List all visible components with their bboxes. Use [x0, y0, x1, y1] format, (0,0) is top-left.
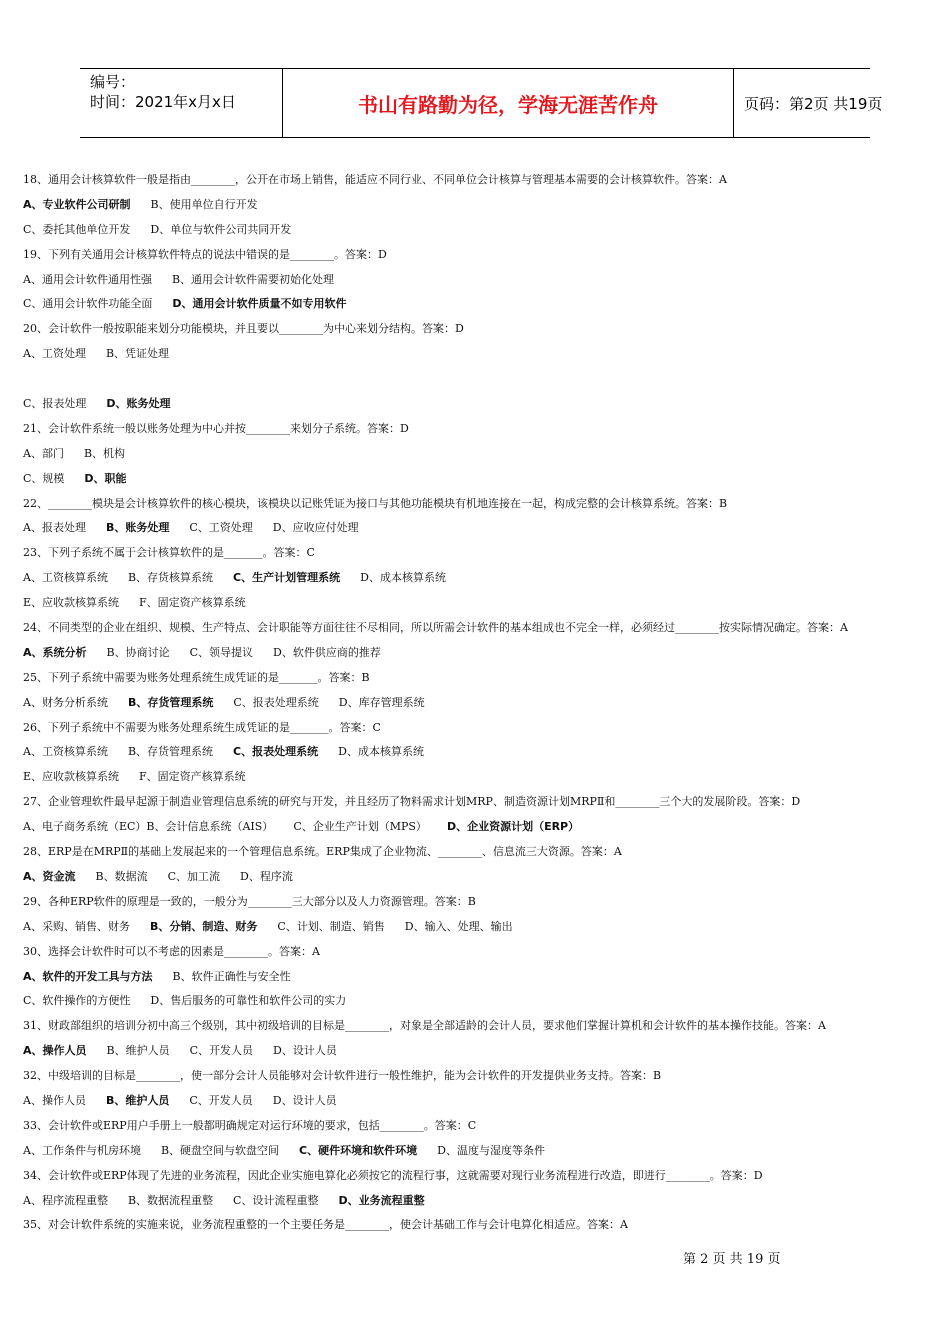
text-line: [23, 967, 923, 992]
text-line: [23, 518, 923, 543]
text-line: [23, 245, 923, 270]
text-segment: D、成本核算系统: [338, 745, 424, 759]
text-line: [23, 1116, 923, 1141]
answer-option-correct: A、系统分析: [23, 645, 87, 659]
text-segment: E、应收款核算系统: [23, 770, 120, 784]
text-segment: C、软件操作的方便性: [23, 994, 131, 1008]
text-segment: A、财务分析系统: [23, 695, 108, 709]
text-segment: 25、下列子系统中需要为账务处理系统生成凭证的是_______。答案：B: [23, 670, 370, 684]
text-segment: A、工资处理: [23, 347, 86, 361]
text-segment: A、程序流程重整: [23, 1193, 108, 1207]
text-line: [23, 170, 923, 195]
text-segment: A、报表处理: [23, 521, 86, 535]
text-line: [23, 767, 923, 792]
text-segment: A、工资核算系统: [23, 571, 108, 585]
text-segment: C、报表处理系统: [233, 695, 319, 709]
text-line: [23, 220, 923, 245]
text-line: [23, 294, 923, 319]
text-segment: 35、对会计软件系统的实施来说，业务流程重整的一个主要任务是________，使会计基础工作与会计电算化相适应。答案：A: [23, 1218, 628, 1232]
page-footer: 第 2 页 共 19 页: [683, 1252, 781, 1267]
header-left-cell: [80, 69, 282, 137]
text-line: [23, 543, 923, 568]
text-segment: B、软件正确性与安全性: [172, 969, 291, 983]
text-line: [23, 718, 923, 743]
text-line: [23, 892, 923, 917]
text-line: [23, 792, 923, 817]
text-line: [23, 1215, 923, 1240]
answer-option-correct: A、专业软件公司研制: [23, 197, 131, 211]
question-list: [23, 170, 923, 1240]
text-segment: C、加工流: [167, 869, 221, 883]
answer-option-correct: A、软件的开发工具与方法: [23, 969, 153, 983]
text-segment: B、凭证处理: [105, 347, 170, 361]
text-line: [23, 618, 923, 643]
text-line: [23, 568, 923, 593]
text-line: [23, 693, 923, 718]
text-segment: 24、不同类型的企业在组织、规模、生产特点、会计职能等方面往往不尽相同，所以所需会计软件的基本组成也不完全一样，必须经过________按实际情况确定。答案：A: [23, 621, 848, 635]
header-motto-cell: [282, 69, 734, 137]
text-segment: D、温度与湿度等条件: [437, 1143, 545, 1157]
text-segment: D、设计人员: [273, 1044, 337, 1058]
text-line: [23, 593, 923, 618]
text-segment: 28、ERP是在MRPⅡ的基础上发展起来的一个管理信息系统。ERP集成了企业物流、________、信息流三大资源。答案：A: [23, 845, 622, 859]
answer-option-correct: D、通用会计软件质量不如专用软件: [172, 297, 347, 311]
text-segment: 20、会计软件一般按职能来划分功能模块，并且要以________为中心来划分结构。答案：D: [23, 322, 464, 336]
text-segment: C、领导提议: [189, 645, 254, 659]
text-segment: 33、会计软件或ERP用户手册上一般都明确规定对运行环境的要求，包括________。答案：C: [23, 1118, 477, 1132]
text-segment: 27、企业管理软件最早起源于制造业管理信息系统的研究与开发，并且经历了物料需求计划MRP、制造资源计划MRPⅡ和________三个大的发展阶段。答案：D: [23, 795, 801, 809]
text-segment: A、部门: [23, 446, 64, 460]
answer-option-correct: D、企业资源计划（ERP）: [446, 820, 580, 834]
text-line: [23, 344, 923, 369]
text-line: [23, 1016, 923, 1041]
answer-option-correct: B、账务处理: [105, 521, 170, 535]
answer-option-correct: C、报表处理系统: [233, 745, 319, 759]
text-segment: D、售后服务的可靠性和软件公司的实力: [150, 994, 347, 1008]
text-segment: D、输入、处理、输出: [404, 919, 513, 933]
text-line: [23, 991, 923, 1016]
text-line: [23, 444, 923, 469]
text-segment: 29、各种ERP软件的原理是一致的，一般分为________三大部分以及人力资源管理。答案：B: [23, 894, 476, 908]
text-segment: A、工资核算系统: [23, 745, 108, 759]
text-line: [23, 319, 923, 344]
text-line: [23, 643, 923, 668]
text-line: [23, 668, 923, 693]
text-segment: 26、下列子系统中不需要为账务处理系统生成凭证的是_______。答案：C: [23, 720, 381, 734]
text-segment: A、采购、销售、财务: [23, 919, 130, 933]
text-line: [23, 1191, 923, 1216]
text-segment: F、固定资产核算系统: [139, 596, 246, 610]
text-segment: D、设计人员: [272, 1093, 337, 1107]
document-number-label: 编号：: [90, 73, 136, 91]
text-segment: 19、下列有关通用会计核算软件特点的说法中错误的是________。答案：D: [23, 247, 387, 261]
text-segment: C、开发人员: [189, 1044, 254, 1058]
text-segment: B、通用会计软件需要初始化处理: [171, 272, 335, 286]
text-segment: 31、财政部组织的培训分初中高三个级别，其中初级培训的目标是________，对象是全部适龄的会计人员，要求他们掌握计算机和会计软件的基本操作技能。答案：A: [23, 1019, 826, 1033]
answer-option-correct: D、业务流程重整: [338, 1193, 425, 1207]
text-line: [23, 270, 923, 295]
text-line: [23, 494, 923, 519]
text-line: [23, 942, 923, 967]
answer-option-correct: D、职能: [84, 471, 127, 485]
header-page-cell: [734, 69, 883, 137]
text-segment: A、工作条件与机房环境: [23, 1143, 141, 1157]
text-segment: C、通用会计软件功能全面: [23, 297, 153, 311]
text-segment: B、维护人员: [106, 1044, 170, 1058]
text-line: [23, 394, 923, 419]
text-line: [23, 1091, 923, 1116]
text-segment: A、通用会计软件通用性强: [23, 272, 152, 286]
text-line: [23, 195, 923, 220]
text-segment: 18、通用会计核算软件一般是指由________，公开在市场上销售，能适应不同行业、不同单位会计核算与管理基本需要的会计核算软件。答案：A: [23, 173, 727, 186]
text-segment: F、固定资产核算系统: [139, 770, 246, 784]
text-segment: B、协商讨论: [106, 645, 170, 659]
text-segment: A、电子商务系统（EC）B、会计信息系统（AIS）: [23, 820, 274, 834]
text-segment: C、企业生产计划（MPS）: [293, 820, 427, 834]
text-line: [23, 742, 923, 767]
text-segment: C、规模: [23, 471, 65, 485]
text-line: [23, 867, 923, 892]
document-date-label: 时间：2021年x月x日: [90, 93, 236, 111]
text-segment: 23、下列子系统不属于会计核算软件的是_______。答案：C: [23, 546, 315, 560]
text-line: [23, 1141, 923, 1166]
text-segment: C、设计流程重整: [233, 1193, 319, 1207]
text-segment: A、操作人员: [23, 1093, 86, 1107]
text-segment: C、开发人员: [189, 1093, 253, 1107]
answer-option-correct: B、分销、制造、财务: [149, 919, 258, 933]
header-motto: 书山有路勤为径，学海无涯苦作舟: [358, 93, 658, 117]
text-segment: C、工资处理: [189, 521, 253, 535]
answer-option-correct: D、账务处理: [106, 397, 171, 411]
text-segment: C、委托其他单位开发: [23, 222, 131, 236]
text-line: [23, 1041, 923, 1066]
text-line: [23, 1166, 923, 1191]
text-segment: D、库存管理系统: [338, 695, 425, 709]
answer-option-correct: C、生产计划管理系统: [233, 571, 341, 585]
text-segment: C、计划、制造、销售: [277, 919, 385, 933]
text-segment: B、数据流程重整: [127, 1193, 214, 1207]
text-line: [23, 842, 923, 867]
text-segment: 22、________模块是会计核算软件的核心模块，该模块以记账凭证为接口与其他功能模块有机地连接在一起，构成完整的会计核算系统。答案：B: [23, 496, 728, 510]
text-segment: C、报表处理: [23, 397, 87, 411]
text-segment: D、成本核算系统: [360, 571, 446, 585]
text-segment: D、单位与软件公司共同开发: [150, 222, 292, 236]
answer-option-correct: A、资金流: [23, 869, 76, 883]
text-segment: D、程序流: [240, 869, 293, 883]
answer-option-correct: B、维护人员: [105, 1093, 170, 1107]
text-line: [23, 917, 923, 942]
text-segment: B、存货核算系统: [127, 571, 214, 585]
text-segment: 21、会计软件系统一般以账务处理为中心并按________来划分子系统。答案：D: [23, 421, 409, 435]
answer-option-correct: C、硬件环境和软件环境: [299, 1143, 418, 1157]
text-segment: B、数据流: [95, 869, 148, 883]
text-line: [23, 419, 923, 444]
text-line: [23, 369, 923, 394]
text-segment: B、存货管理系统: [127, 745, 214, 759]
text-segment: D、软件供应商的推荐: [273, 645, 381, 659]
text-segment: B、机构: [83, 446, 126, 460]
text-segment: E、应收款核算系统: [23, 596, 120, 610]
answer-option-correct: A、操作人员: [23, 1044, 87, 1058]
header-page-info: 页码：第2页 共19页: [744, 95, 883, 113]
text-line: [23, 469, 923, 494]
text-segment: B、硬盘空间与软盘空间: [160, 1143, 280, 1157]
text-segment: 34、会计软件或ERP体现了先进的业务流程，因此企业实施电算化必须按它的流程行事，这就需要对现行业务流程进行改造，即进行________。答案：D: [23, 1168, 763, 1182]
text-line: [23, 817, 923, 842]
text-segment: 30、选择会计软件时可以不考虑的因素是________。答案：A: [23, 944, 320, 958]
text-line: [23, 1066, 923, 1091]
text-segment: B、使用单位自行开发: [150, 197, 258, 211]
text-segment: D、应收应付处理: [272, 521, 359, 535]
answer-option-correct: B、存货管理系统: [127, 695, 214, 709]
page-header: [80, 68, 883, 138]
text-segment: 32、中级培训的目标是________，使一部分会计人员能够对会计软件进行一般性维护，能为会计软件的开发提供业务支持。答案：B: [23, 1069, 662, 1083]
